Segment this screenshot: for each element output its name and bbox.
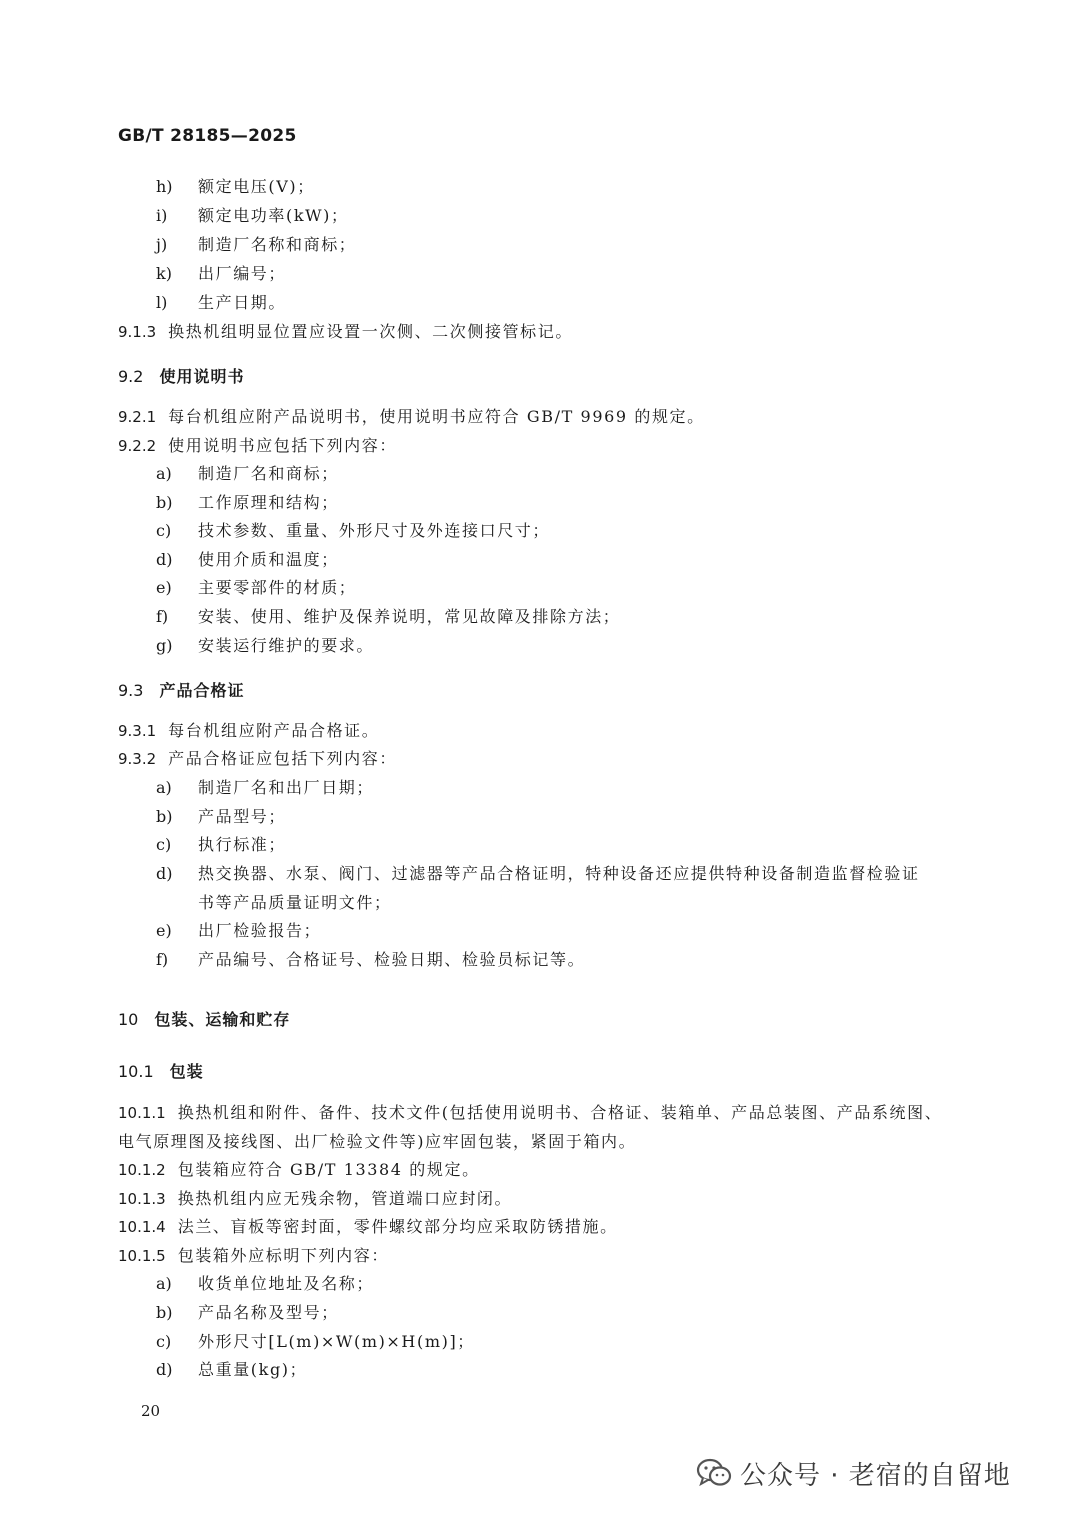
line-text: 电气原理图及接线图、出厂检验文件等)应牢固包装，紧固于箱内。: [118, 1132, 637, 1151]
watermark: [696, 1456, 1011, 1490]
list-marker: e): [156, 921, 172, 940]
clause-line: [118, 749, 397, 769]
section-number: 10.1: [118, 1062, 154, 1081]
clause-line: [118, 1160, 480, 1180]
list-marker: h): [156, 177, 173, 196]
list-item: [156, 493, 339, 513]
list-item: [156, 1274, 374, 1294]
list-marker: f): [156, 607, 169, 626]
list-marker: a): [156, 778, 172, 797]
list-marker: c): [156, 521, 172, 540]
line-text: 产品型号；: [198, 807, 287, 826]
list-item: [156, 950, 585, 970]
list-marker: d): [156, 550, 173, 569]
clause-number: 10.1.5: [118, 1247, 166, 1265]
list-marker: i): [156, 206, 168, 225]
section-title: 使用说明书: [159, 367, 245, 386]
line-text: 总重量(kg)；: [198, 1360, 308, 1379]
section-title: 包装: [169, 1062, 204, 1081]
line-text: 制造厂名和出厂日期；: [198, 778, 375, 797]
clause-line: [118, 1189, 512, 1209]
list-marker: d): [156, 864, 173, 883]
clause-line: [118, 1217, 618, 1237]
clause-line: [118, 322, 573, 342]
section-number: 9.2: [118, 367, 144, 386]
list-marker: e): [156, 578, 172, 597]
list-item: [156, 921, 321, 941]
line-text: 包装箱外应标明下列内容：: [177, 1246, 389, 1265]
section-heading: [118, 364, 244, 387]
clause-number: 10.1.2: [118, 1161, 166, 1179]
list-item: [156, 864, 920, 884]
clause-number: 10.1.1: [118, 1104, 166, 1122]
list-marker: a): [156, 1274, 172, 1293]
list-marker: b): [156, 807, 173, 826]
line-text: 换热机组和附件、备件、技术文件(包括使用说明书、合格证、装箱单、产品总装图、产品系统图、: [177, 1103, 943, 1122]
line-text: 安装运行维护的要求。: [198, 636, 375, 655]
line-text: 制造厂名称和商标；: [198, 235, 357, 254]
clause-line: [118, 721, 379, 741]
section-heading: [118, 1007, 290, 1030]
list-marker: l): [156, 293, 168, 312]
line-text: 额定电压(V)；: [198, 177, 315, 196]
line-text: 每台机组应附产品合格证。: [168, 721, 380, 740]
watermark-text: 公众号 · 老宿的自留地: [740, 1460, 1011, 1491]
list-marker: c): [156, 835, 172, 854]
list-item: [156, 177, 315, 197]
line-text: 出厂检验报告；: [198, 921, 322, 940]
line-text: 产品编号、合格证号、检验日期、检验员标记等。: [198, 950, 586, 969]
line-text: 产品合格证应包括下列内容：: [168, 749, 397, 768]
list-item: [156, 578, 356, 598]
line-text: 包装箱应符合 GB/T 13384 的规定。: [177, 1160, 480, 1179]
clause-line: [118, 1246, 389, 1266]
clause-number: 9.2.1: [118, 408, 157, 426]
section-heading: [118, 1059, 204, 1082]
section-number: 10: [118, 1010, 139, 1029]
list-marker: k): [156, 264, 172, 283]
list-item: [156, 550, 339, 570]
line-text: 每台机组应附产品说明书，使用说明书应符合 GB/T 9969 的规定。: [168, 407, 705, 426]
line-text: 制造厂名和商标；: [198, 464, 339, 483]
continuation-line: [198, 893, 392, 913]
clause-number: 9.1.3: [118, 323, 157, 341]
clause-number: 9.3.2: [118, 750, 157, 768]
list-item: [156, 521, 550, 541]
list-item: [156, 778, 374, 798]
line-text: 安装、使用、维护及保养说明，常见故障及排除方法；: [198, 607, 621, 626]
list-marker: j): [156, 235, 168, 254]
line-text: 生产日期。: [198, 293, 287, 312]
list-item: [156, 1332, 475, 1352]
line-text: 热交换器、水泵、阀门、过滤器等产品合格证明，特种设备还应提供特种设备制造监督检验证: [198, 864, 920, 883]
clause-line: [118, 407, 705, 427]
list-marker: g): [156, 636, 173, 655]
list-item: [156, 1303, 339, 1323]
list-marker: a): [156, 464, 172, 483]
continuation-line: [118, 1132, 636, 1152]
clause-line: [118, 1103, 942, 1123]
clause-number: 9.2.2: [118, 437, 157, 455]
line-text: 出厂编号；: [198, 264, 287, 283]
section-title: 包装、运输和贮存: [154, 1010, 291, 1029]
list-item: [156, 264, 286, 284]
list-item: [156, 235, 356, 255]
line-text: 主要零部件的材质；: [198, 578, 357, 597]
list-item: [156, 835, 286, 855]
list-item: [156, 607, 620, 627]
line-text: 执行标准；: [198, 835, 287, 854]
line-text: 换热机组明显位置应设置一次侧、二次侧接管标记。: [168, 322, 573, 341]
list-marker: d): [156, 1360, 173, 1379]
section-number: 9.3: [118, 681, 144, 700]
list-item: [156, 1360, 307, 1380]
list-marker: b): [156, 1303, 173, 1322]
list-item: [156, 807, 286, 827]
line-text: 收货单位地址及名称；: [198, 1274, 375, 1293]
page-number: 20: [141, 1402, 161, 1420]
line-text: 使用介质和温度；: [198, 550, 339, 569]
line-text: 外形尺寸[L(m)×W(m)×H(m)]；: [198, 1332, 475, 1351]
list-marker: f): [156, 950, 169, 969]
list-marker: c): [156, 1332, 172, 1351]
section-title: 产品合格证: [159, 681, 245, 700]
line-text: 书等产品质量证明文件；: [198, 893, 392, 912]
clause-number: 10.1.3: [118, 1190, 166, 1208]
wechat-icon: [696, 1457, 732, 1489]
line-text: 工作原理和结构；: [198, 493, 339, 512]
list-item: [156, 206, 349, 226]
line-text: 使用说明书应包括下列内容：: [168, 436, 397, 455]
list-marker: b): [156, 493, 173, 512]
clause-number: 10.1.4: [118, 1218, 166, 1236]
line-text: 产品名称及型号；: [198, 1303, 339, 1322]
list-item: [156, 636, 374, 656]
line-text: 换热机组内应无残余物，管道端口应封闭。: [177, 1189, 513, 1208]
section-heading: [118, 678, 244, 701]
standard-number: GB/T 28185—2025: [118, 126, 297, 146]
clause-number: 9.3.1: [118, 722, 157, 740]
line-text: 法兰、盲板等密封面，零件螺纹部分均应采取防锈措施。: [177, 1217, 618, 1236]
clause-line: [118, 436, 397, 456]
list-item: [156, 293, 286, 313]
line-text: 技术参数、重量、外形尺寸及外连接口尺寸；: [198, 521, 551, 540]
line-text: 额定电功率(kW)；: [198, 206, 349, 225]
list-item: [156, 464, 339, 484]
